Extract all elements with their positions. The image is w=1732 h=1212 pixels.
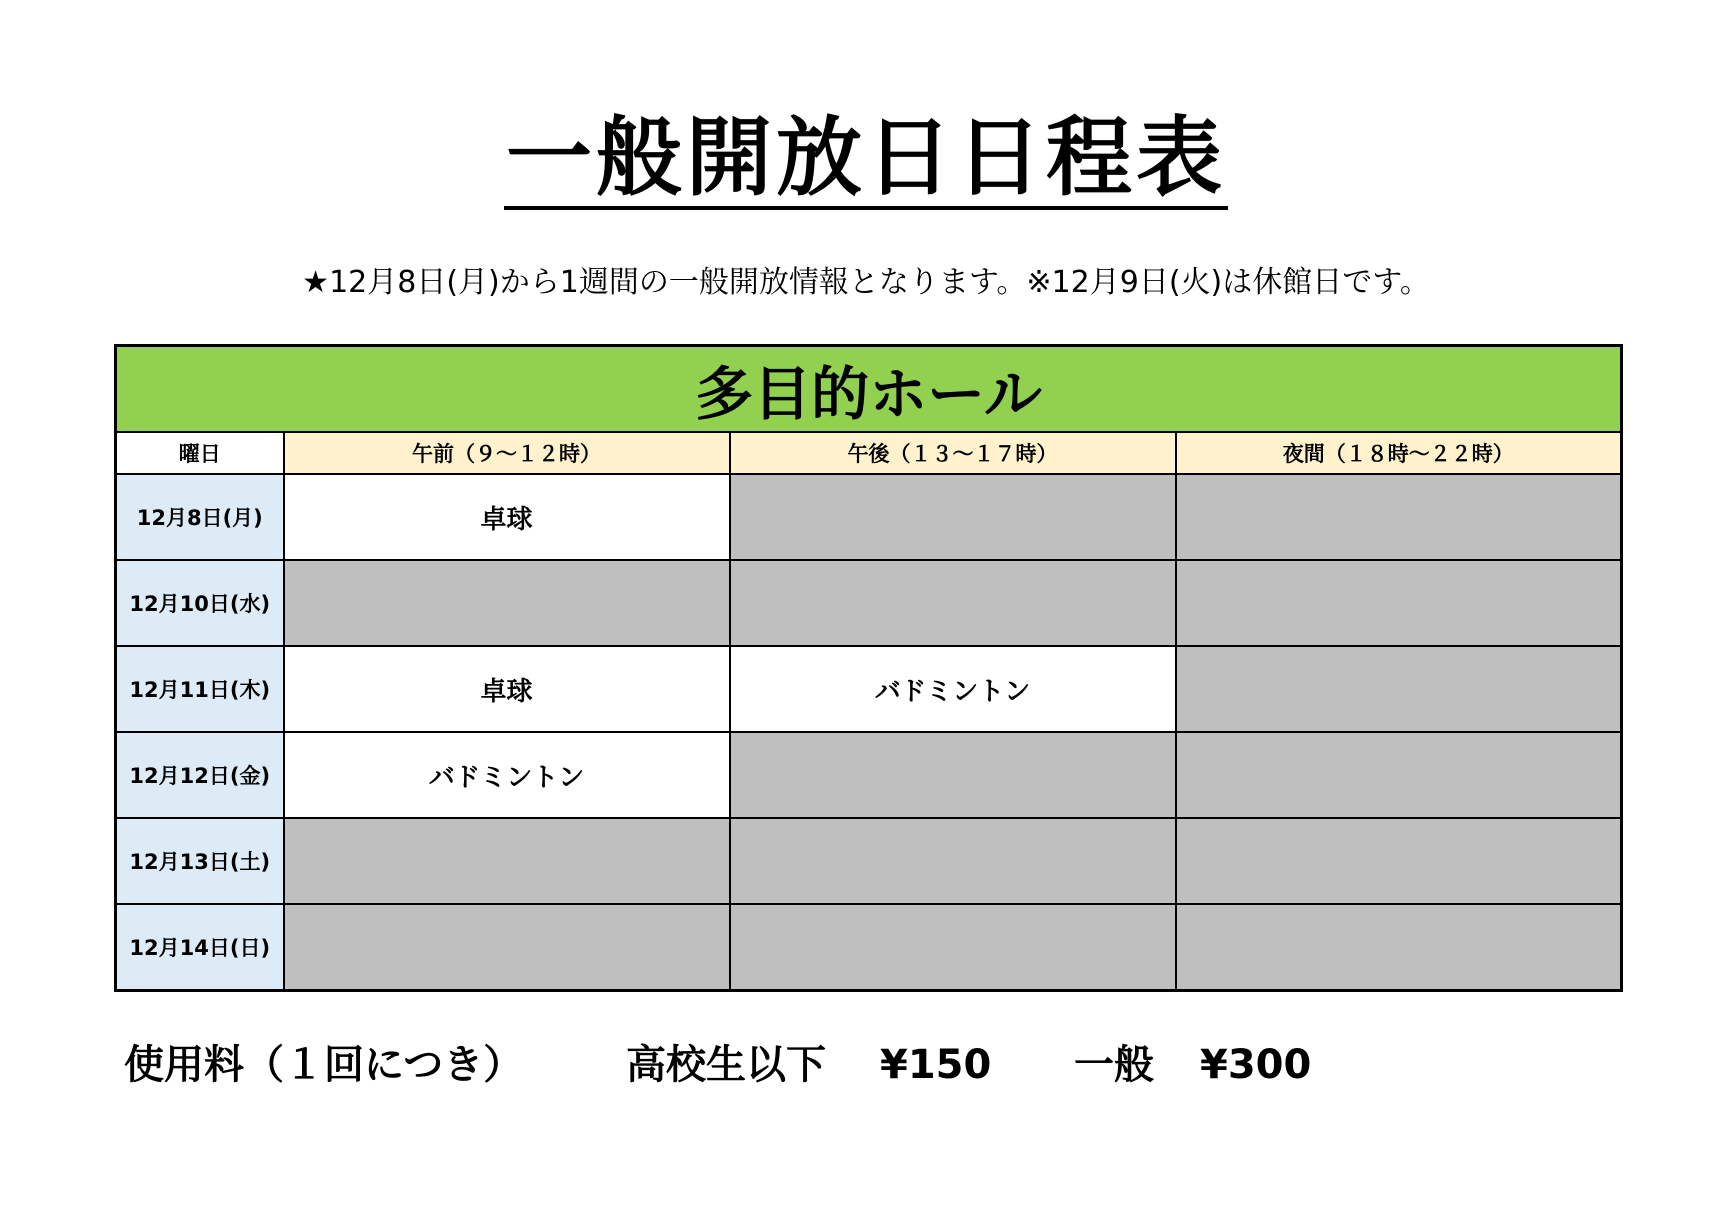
hall-name: 多目的ホール: [116, 346, 1622, 433]
fee-general-price: ¥300: [1200, 1042, 1312, 1088]
slot-cell-afternoon: [730, 818, 1176, 904]
column-header-day: 曜日: [116, 432, 284, 474]
notice-text: ★12月8日(月)から1週間の一般開放情報となります。※12月9日(火)は休館日です。: [302, 265, 1430, 300]
page-title: [0, 108, 1732, 210]
day-cell: 12月13日(土): [116, 818, 284, 904]
slot-cell-afternoon: [730, 904, 1176, 991]
slot-cell-morning: [284, 818, 730, 904]
fee-general-label: 一般: [1074, 1042, 1154, 1088]
day-cell: 12月8日(月): [116, 474, 284, 560]
slot-cell-evening: [1176, 732, 1622, 818]
table-row: [116, 474, 1622, 560]
slot-cell-afternoon: [730, 560, 1176, 646]
slot-cell-evening: [1176, 560, 1622, 646]
slot-cell-evening: [1176, 904, 1622, 991]
slot-cell-evening: [1176, 646, 1622, 732]
day-cell: 12月10日(水): [116, 560, 284, 646]
fee-student-label: 高校生以下: [626, 1042, 826, 1088]
fee-label: 使用料（１回につき）: [124, 1042, 524, 1088]
day-cell: 12月14日(日): [116, 904, 284, 991]
column-header-afternoon: 午後（１３～１７時）: [730, 432, 1176, 474]
slot-cell-morning: 卓球: [284, 646, 730, 732]
slot-cell-evening: [1176, 474, 1622, 560]
schedule-table: [114, 344, 1623, 992]
slot-cell-afternoon: バドミントン: [730, 646, 1176, 732]
slot-cell-morning: バドミントン: [284, 732, 730, 818]
slot-cell-morning: [284, 560, 730, 646]
fee-student-price: ¥150: [880, 1042, 992, 1088]
hall-header-row: [116, 346, 1622, 433]
table-row: [116, 732, 1622, 818]
slot-cell-morning: 卓球: [284, 474, 730, 560]
day-cell: 12月11日(木): [116, 646, 284, 732]
table-row: [116, 560, 1622, 646]
slot-cell-afternoon: [730, 732, 1176, 818]
slot-cell-evening: [1176, 818, 1622, 904]
column-header-morning: 午前（９～１２時）: [284, 432, 730, 474]
slot-cell-morning: [284, 904, 730, 991]
table-row: [116, 818, 1622, 904]
slot-cell-afternoon: [730, 474, 1176, 560]
column-header-evening: 夜間（１８時～２２時）: [1176, 432, 1622, 474]
column-header-row: [116, 432, 1622, 474]
table-row: [116, 904, 1622, 991]
day-cell: 12月12日(金): [116, 732, 284, 818]
table-row: [116, 646, 1622, 732]
page-title-text: 一般開放日日程表: [506, 108, 1226, 208]
